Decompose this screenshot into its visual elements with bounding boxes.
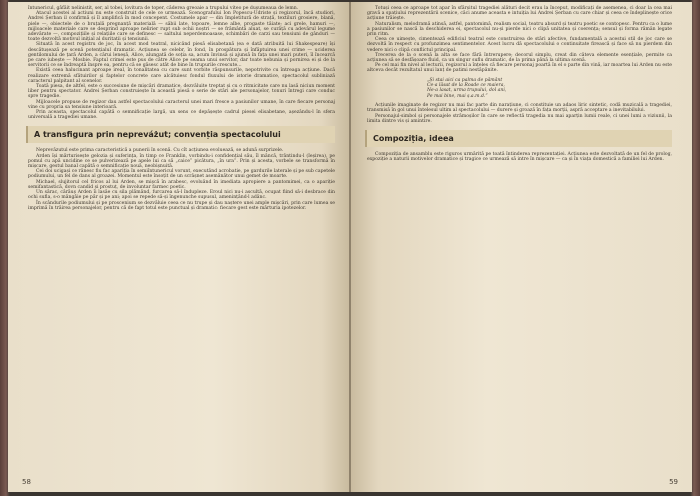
verse-line: Ce-a lăsat de la Roade ce maiera, bbox=[427, 83, 505, 89]
paragraph: Ceea ce uimește, cimentează edificiul teatral este construirea de stări afective, fundamentală a acestui stil de joc care se dezvoltă în respect cu profunzimea sentimentelor. Acest lucru dă spectacolului o continuitate firească și face să nu pierdem din vedere nici o clipă conflictul principal. bbox=[367, 37, 672, 53]
paragraph: Pe cel mai fin nivel al lecturii, regizorul a înțeles că fiecare personaj poartă în el o parte din vină, iar moartea lui Arden nu este altceva decât rezultatul unui lanț de patimi nestăpânite. bbox=[367, 63, 672, 74]
left-text-block-bottom bbox=[28, 148, 335, 210]
right-page bbox=[351, 2, 692, 492]
paragraph: Arden își mărturisește gelozia și suferința, în timp ce Franklin, vorbindu-i confidențial său, îl mâncă, trântindu-l (Ieșirea), pe pomul cu apă uncidine ce se pulverizează pe apele lui ca să „caice” picătura, „în ura”. Prin și acesta, vorbele se transformă în mișcare, gestul banal capătă o semnificație nouă, neobișnuită. bbox=[28, 153, 335, 170]
paragraph: Situată în acest registru de joc, în acest mod teatral, nicicând piesă elisabetană (ea e dată atribuită lui Shakespeare) își descătușează pe scenă potențialul dramatic. Acțiunea se celebr, în fond, în prospătura și înfăptuirea unei crime — uciderea gentilomului de țară Arden, a cărui leneșă, Alice, alungată de soția sa, acum învinsă și ajunsă în fața unei mari puteri, îl încearcă pe care iubește — Mosbie. Faptul crimei este pus de către Alice pe seama unui servitor, dar toate nebunia și pornirea ei și de la servitorii ce se îndreaptă înspre ea, pentru că se găsesc atât de bine în trupurile crescute... bbox=[28, 42, 335, 69]
paragraph: Acțiunile imaginate de regizor nu mai fac parte din narațiune, ci constituie un adaos liric sintetic, codă muzicală a tragediei, transmisă în gol unui întelesul ultim al spectacolului — durere și groază în fața morții, aspră acceptare a inevitabilului. bbox=[367, 103, 672, 114]
right-text-block-middle bbox=[367, 103, 672, 124]
section-heading: Compoziția, ideea bbox=[365, 130, 672, 147]
left-page bbox=[8, 2, 349, 492]
verse-line: Pe mai bine, mai ș.a.m.d.” bbox=[427, 93, 488, 99]
paragraph: întunericul, gâfâit nelinistit, ser, al tobei, lovitura de toper, căderea greoaie a trupului viteo pe dușumeaua de lemn. bbox=[28, 6, 299, 11]
paragraph: Compoziția de ansamblu este riguros urmărită pe toată întinderea reprezentației. Acțiunea este dezvoltată de un fel de prolog, expoziție a naturii motivelor dramatice și tragice ce urmează să intre în mișcare — ca și în viața domestică a familiei lui Arden. bbox=[367, 152, 672, 163]
paragraph: Cei doi ucigași ce rănesc fiu fac apariția în semiîntunericul vorunt, executând acrobatie, pe gardurile laterale și pe sub capetele podiumului, un fel de dans al groazei. Momentul este însoțit de un scrâșnet asemănător unui gemet de moarte. bbox=[28, 169, 335, 180]
paragraph: Naturalism, melodramă atinsă, astfel, pantomimă, realism social, teatru absurd și teatru poetic se contopesc. Pentru ca o lume a pasiunilor se nască la deschiderea ei, spectacolul nu-și pierde nici o clipă unitatea și coerența; sensul și forma rămân legate prin ritm. bbox=[367, 21, 672, 38]
paragraph: Un sărac, cărăuș Arden îi lasăe cu sila plămând, furcarea să-l îndupleze. Eroul nici nu-i ascultă, ocupat fiind să-i desbrace din ochi sufla, s-o mângâie pe păr și pe ani; apoi se repede să-și îngenunche supusul, amenințând-l adânc. bbox=[28, 190, 335, 201]
right-text-block-top bbox=[367, 6, 672, 74]
section-heading: A transfigura prin nepreváżut; convenția spectacolului bbox=[26, 126, 335, 143]
verse-line: „Și stai aici ca palma de pământ bbox=[427, 77, 503, 83]
page-number: 59 bbox=[669, 478, 678, 486]
paragraph: În scândurile podiumului și pe proscenium se dezvăluie ceea ce nu trupe și dau naștere unei ample mișcări, prin care lumea se imprimă în trăirea personajelor, pentru că de fapt totul este punctual și dramatic: fiecare gest este mărturia ipotezelor. bbox=[28, 200, 335, 211]
paragraph: Totuși ceea ce aproape tot apar în sfârșitul tragediei alături decit erau la început, modificați de asemenea, ci doar la cea mai gravă a spațiului reprezentării scenice, căci anume aceasta e intuiția lui Andrei Șerban cu care chiar și ceea ce îndeplinește orice acțiune trăiește. bbox=[367, 6, 672, 22]
left-text-block-top bbox=[28, 6, 335, 120]
page-number: 58 bbox=[22, 478, 31, 486]
right-text-block-bottom bbox=[367, 152, 672, 162]
paragraph: Neprevăzutul este prima caracteristică a punerii în scenă. Cu cît acțiunea evoluează, se adună surprizele. bbox=[36, 148, 284, 154]
paragraph: Michael, slujitorul cel fricos al lui Arden, se mișcă în arabesc, evoluând în imediata apropiere a pantomimei, ca o apariție semifantastică, dovn candid și prostuț, de involuntar farmec poetic. bbox=[28, 179, 335, 190]
paragraph: Personajul-simbol și personajele strămoșilor în care se reflectă tragedia nu mai aparțin lumii reale, ci unei lumi a viziunii, la limita dintre vis și amintire. bbox=[367, 113, 672, 124]
paragraph: Atacul acestei al actiuni nu este construit de cele ce urmează. Scenografului Ion Popescu-Udriste și regizorul, încă studiori, Andrei Șerban il confirmă și îl amplifică în mod concepent. Costumele apar — din Impletitură de strață, textiluri grosiere, blană, piele —, obiectele de o bruțală pregnanță materială — săbii late, topoare, lemne albe, progaste tăiate; aci grele, hamuri —, mijloacele materiale care se desprind aproape nelirier rupt sub ochii noștri — se frământă aluat, se curăță cu adevărul legume adevărate —, compozițiile și relațiile care se definesc — saltului neperdemoasase, schimbări de carzi sau tensiuni de gânduri — toate dezvoltă motivul inițial al duritatii și tensiunii. bbox=[28, 11, 335, 43]
verse-line: Ne-a lasat, urma trupului, dol ani, bbox=[427, 88, 507, 94]
paragraph: Prin aceasta, spectacolul capătă o semnificație largă, un sens ce depășește cadrul piesei elisabetane, așezându-l în sfera universală a tragediei umane. bbox=[28, 110, 335, 121]
paragraph: Există ceea halucinant aproape ireal, în tonalitatea cu care sunt vorbite răspunsurile, nepotrivite cu întreaga acțiune. Dacă realizare extremă sfătuirilor și faptelor concrete care alcătuiesc fondul fluxului de istorie dramatice, spectacolul subliniază caracterul palpitant al scenelor. bbox=[28, 68, 335, 84]
paragraph: Mijloacele propuse de regizor dau astfel spectacolului caracterul unei mari fresce a pasiunilor umane, în care fiecare personaj vine cu propria sa tensiune interioară. bbox=[28, 99, 335, 110]
verse-quote bbox=[427, 78, 672, 100]
paragraph: Trecerea de la o scenă la alta se face fără întrerupere; decorul simplu, creat din câteva elemente esențiale, permite ca acțiunea să se desfășoare fluid, ca un singur suflu dramatic, de la prima până la ultima scenă. bbox=[367, 52, 672, 64]
paragraph: Toată piesa, de altfel, este o succesiune de mișcări dramatice, dezvăluite treptat și cu o ritmicitate care nu lasă niciun moment liber pentru spectator. Andrei Șerban construiește în această piesă o serie de stări ale personajelor, tonuri întregi care conduc spre tragedie. bbox=[28, 84, 335, 100]
